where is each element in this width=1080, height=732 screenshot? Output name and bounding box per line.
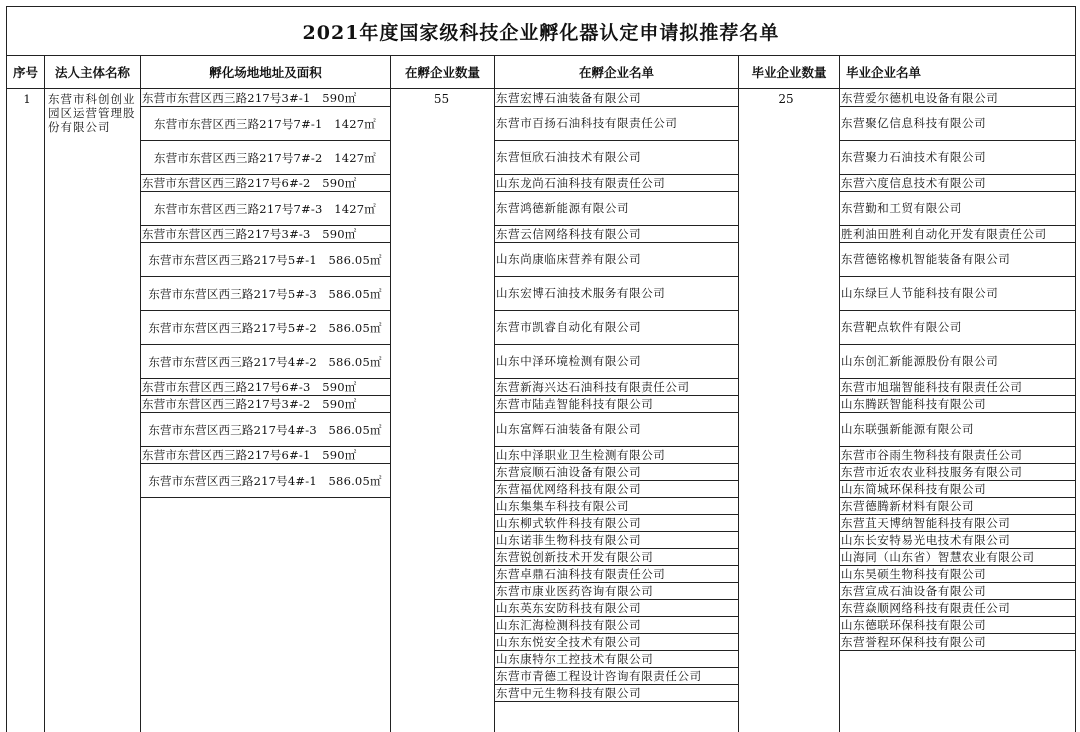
header-entity: 法人主体名称 [45, 56, 141, 88]
address-item: 东营市东营区西三路217号7#-3 1427㎡ [140, 192, 390, 226]
incubating-company-item: 山东尚康临床营养有限公司 [494, 243, 738, 277]
incubating-company-item: 山东诺菲生物科技有限公司 [494, 532, 738, 549]
graduated-company-item: 山东腾跃智能科技有限公司 [839, 396, 1075, 413]
incubating-company-item: 山东英东安防科技有限公司 [494, 600, 738, 617]
address-item: 东营市东营区西三路217号3#-1 590㎡ [140, 90, 390, 107]
graduated-company-item: 山海同（山东省）智慧农业有限公司 [839, 549, 1075, 566]
incubating-company-item: 东营市凯睿自动化有限公司 [494, 311, 738, 345]
header-incubating-list: 在孵企业名单 [495, 56, 739, 88]
graduated-company-item: 山东长安特易光电技术有限公司 [839, 532, 1075, 549]
graduated-company-item: 东营靶点软件有限公司 [839, 311, 1075, 345]
header-address: 孵化场地地址及面积 [141, 56, 391, 88]
address-item: 东营市东营区西三路217号5#-3 586.05㎡ [140, 277, 390, 311]
record-entity-name: 东营市科创创业园区运营管理股份有限公司 [48, 92, 136, 134]
graduated-company-item: 东营德腾新材料有限公司 [839, 498, 1075, 515]
incubating-company-item: 东营市陆垚智能科技有限公司 [494, 396, 738, 413]
graduated-company-item: 东营勤和工贸有限公司 [839, 192, 1075, 226]
incubating-company-item: 山东集集车科技有限公司 [494, 498, 738, 515]
column-divider [738, 89, 739, 732]
graduated-company-item: 东营聚力石油技术有限公司 [839, 141, 1075, 175]
graduated-company-item: 胜利油田胜利自动化开发有限责任公司 [839, 226, 1075, 243]
incubating-company-item: 东营云信网络科技有限公司 [494, 226, 738, 243]
table-header-row [6, 56, 1076, 89]
graduated-company-item: 山东昊硕生物科技有限公司 [839, 566, 1075, 583]
incubating-company-item: 东营宏博石油装备有限公司 [494, 90, 738, 107]
address-item: 东营市东营区西三路217号3#-2 590㎡ [140, 396, 390, 413]
incubating-company-item: 东营福优网络科技有限公司 [494, 481, 738, 498]
incubating-company-item: 东营市康业医药咨询有限公司 [494, 583, 738, 600]
graduated-company-item: 东营六度信息技术有限公司 [839, 175, 1075, 192]
address-list [140, 90, 390, 510]
record-incubating-count: 55 [433, 92, 450, 106]
header-seq: 序号 [7, 56, 45, 88]
graduated-company-item: 东营苴天博纳智能科技有限公司 [839, 515, 1075, 532]
record-graduated-count: 25 [778, 92, 794, 106]
graduated-company-item: 东营市谷雨生物科技有限责任公司 [839, 447, 1075, 464]
header-incubating-count: 在孵企业数量 [391, 56, 495, 88]
graduated-company-item: 东营焱顺网络科技有限责任公司 [839, 600, 1075, 617]
graduated-company-item: 东营市近农农业科技服务有限公司 [839, 464, 1075, 481]
incubating-company-item: 东营新海兴达石油科技有限责任公司 [494, 379, 738, 396]
address-item: 东营市东营区西三路217号6#-2 590㎡ [140, 175, 390, 192]
header-graduated-list: 毕业企业名单 [846, 65, 922, 80]
graduated-company-item: 山东联强新能源有限公司 [839, 413, 1075, 447]
document-title: 2021年度国家级科技企业孵化器认定申请拟推荐名单 [6, 6, 1076, 56]
incubating-company-item: 山东康特尔工控技术有限公司 [494, 651, 738, 668]
graduated-list [839, 90, 1075, 662]
incubating-company-item: 山东柳式软件科技有限公司 [494, 515, 738, 532]
address-item: 东营市东营区西三路217号5#-2 586.05㎡ [140, 311, 390, 345]
incubating-company-item: 山东汇海检测科技有限公司 [494, 617, 738, 634]
graduated-company-item: 东营聚亿信息科技有限公司 [839, 107, 1075, 141]
incubating-company-item: 东营市百扬石油科技有限责任公司 [494, 107, 738, 141]
incubating-company-item: 山东中泽职业卫生检测有限公司 [494, 447, 738, 464]
incubating-company-item: 山东宏博石油技术服务有限公司 [494, 277, 738, 311]
address-item: 东营市东营区西三路217号4#-1 586.05㎡ [140, 464, 390, 498]
address-item: 东营市东营区西三路217号4#-2 586.05㎡ [140, 345, 390, 379]
incubating-company-item: 东营鸿德新能源有限公司 [494, 192, 738, 226]
column-divider [6, 89, 7, 732]
incubating-company-item: 山东富辉石油装备有限公司 [494, 413, 738, 447]
column-divider [1075, 89, 1076, 732]
address-item: 东营市东营区西三路217号3#-3 590㎡ [140, 226, 390, 243]
column-divider [44, 89, 45, 732]
incubating-company-item: 东营恒欣石油技术有限公司 [494, 141, 738, 175]
graduated-company-item: 东营誉程环保科技有限公司 [839, 634, 1075, 651]
address-item: 东营市东营区西三路217号4#-3 586.05㎡ [140, 413, 390, 447]
header-graduated-count: 毕业企业数量 [739, 56, 840, 88]
incubating-company-item: 东营宸顺石油设备有限公司 [494, 464, 738, 481]
address-item: 东营市东营区西三路217号7#-2 1427㎡ [140, 141, 390, 175]
graduated-company-item: 山东简城环保科技有限公司 [839, 481, 1075, 498]
graduated-company-item: 山东德联环保科技有限公司 [839, 617, 1075, 634]
address-item: 东营市东营区西三路217号6#-1 590㎡ [140, 447, 390, 464]
incubating-company-item: 山东东悦安全技术有限公司 [494, 634, 738, 651]
graduated-company-item: 东营市旭瑞智能科技有限责任公司 [839, 379, 1075, 396]
record-seq: 1 [23, 92, 31, 106]
incubating-company-item: 山东龙尚石油科技有限责任公司 [494, 175, 738, 192]
address-item: 东营市东营区西三路217号5#-1 586.05㎡ [140, 243, 390, 277]
address-item: 东营市东营区西三路217号6#-3 590㎡ [140, 379, 390, 396]
graduated-company-item: 山东绿巨人节能科技有限公司 [839, 277, 1075, 311]
incubating-company-item: 东营市青德工程设计咨询有限责任公司 [494, 668, 738, 685]
address-item: 东营市东营区西三路217号7#-1 1427㎡ [140, 107, 390, 141]
incubating-list [494, 90, 738, 714]
incubating-company-item: 山东中泽环境检测有限公司 [494, 345, 738, 379]
incubating-company-item: 东营卓鼎石油科技有限责任公司 [494, 566, 738, 583]
graduated-company-item: 东营德铭橡机智能装备有限公司 [839, 243, 1075, 277]
incubating-company-item: 东营中元生物科技有限公司 [494, 685, 738, 702]
graduated-company-item: 东营爱尔德机电设备有限公司 [839, 90, 1075, 107]
incubating-company-item: 东营锐创新技术开发有限公司 [494, 549, 738, 566]
graduated-company-item: 山东创汇新能源股份有限公司 [839, 345, 1075, 379]
column-divider [390, 89, 391, 732]
graduated-company-item: 东营宣成石油设备有限公司 [839, 583, 1075, 600]
